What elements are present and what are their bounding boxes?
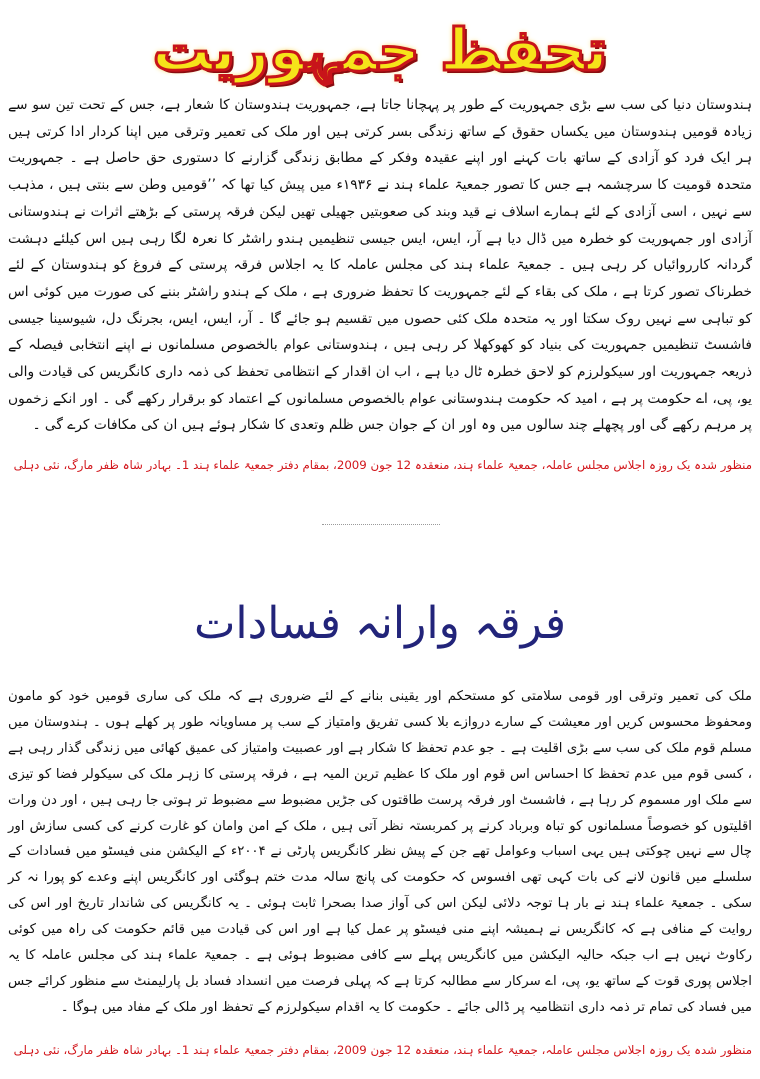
section-divider	[322, 524, 440, 525]
section1-source: منظور شدہ یک روزہ اجلاس مجلس عاملہ، جمعیۃ علماء ہند، منعقدہ 12 جون 2009، بمقام دفتر جمعیۃ علماء ہند 1۔ بہادر شاہ ظفر مارگ، نئی دہلی	[13, 458, 752, 472]
section1-title: تحفظ جمہوریت	[152, 16, 608, 84]
section2-title: فرقہ وارانہ فسادات	[193, 598, 566, 649]
section1-body: ہندوستان دنیا کی سب سے بڑی جمہوریت کے طور پر پہچانا جاتا ہے، جمہوریت ہندوستان کا شعار ہے، جس کے تحت تین سو سے زیادہ قومیں ہندوستان میں یکساں حقوق کے ساتھ زندگی بسر کرتی ہیں اور ملک کی تعمیر وترقی میں اپنا کردار ادا کرتی ہیں ہر ایک فرد کو آزادی کے ساتھ بات کہنے اور اپنے عقیدہ وفکر کے مطابق زندگی گزارنے کا دستوری حق حاصل ہے ۔ جمہوریت متحدہ قومیت کا سرچشمہ ہے جس کا تصور جمعیۃ علماء ہند نے ۱۹۳۶ء میں پیش کیا تھا کہ ’’قومیں وطن سے بنتی ہیں ، مذہب سے نہیں ، اسی آزادی کے لئے ہمارے اسلاف نے قید وبند کی صعوبتیں جھیلی تھیں لیکن فرقہ پرستی کے بڑھتے اثرات نے ہندوستانی آزادی اور جمہوریت کو خطرہ میں ڈال دیا ہے آر، ایس، ایس جیسی تنظیمیں ہندو راشٹر کا نعرہ لگا رہی ہیں اس کیلئے دہشت گردانہ کارروائیاں کر رہی ہیں ۔ جمعیۃ علماء ہند کی مجلس عاملہ کا یہ اجلاس فرقہ پرستی کے فروغ کو ہندوستان کے لئے خطرناک تصور کرتا ہے ، ملک کی بقاء کے لئے جمہوریت کا تحفظ ضروری ہے ، ملک کے ہندو راشٹر بننے کی صورت میں کوئی اس کو تباہی سے نہیں روک سکتا اور یہ متحدہ ملک کئی حصوں میں تقسیم ہو جائے گا ۔ آر، ایس، ایس، بجرنگ دل، شیوسینا جیسی فاشسٹ تنظیمیں جمہوریت کی بنیاد کو کھوکھلا کر رہی ہیں ، ہندوستانی عوام بالخصوص مسلمانوں نے اپنے انتخابی فیصلہ کے ذریعہ جمہوریت اور سیکولرزم کو لاحق خطرہ ٹال دیا ہے ، اب ان اقدار کے انتظامی تحفظ کی ذمہ داری کانگریس کی قیادت والی یو، پی، اے حکومت پر ہے ، امید کہ حکومت ہندوستانی عوام بالخصوص مسلمانوں کے اعتماد کو برقرار رکھے گی ۔ اور انکے زخموں پر مرہم رکھے گی اور پچھلے چند سالوں میں وہ اور ان کے جوان جس ظلم وتعدی کا شکار ہوئے ہیں ان کی مکافات کرے گی ۔	[8, 97, 752, 434]
section2-body: ملک کی تعمیر وترقی اور قومی سلامتی کو مستحکم اور یقینی بنانے کے لئے ضروری ہے کہ ملک کی ساری قومیں خود کو مامون ومحفوظ محسوس کریں اور معیشت کے سارے دروازے بلا کسی تفریق وامتیاز کے سب پر مساویانہ طور پر کھلے ہوں ۔ ہندوستان میں مسلم قوم ملک کی سب سے بڑی اقلیت ہے ۔ جو عدم تحفظ کا شکار ہے اور عصبیت وامتیاز کی عمیق کھائی میں زندگی گذار رہی ہے ، کسی قوم میں عدم تحفظ کا احساس اس قوم اور ملک کا عظیم ترین المیہ ہے ، فرقہ پرستی کا زہر ملک کی سیکولر فضا کو تیزی سے ملک اور مسموم کر رہا ہے ، فاشسٹ اور فرقہ پرست طاقتوں کی جڑیں مضبوط سے مضبوط تر ہوتی جا رہی ہیں ، اور دن ورات اقلیتوں کو خصوصاً مسلمانوں کو تباہ وبرباد کرنے پر کمربستہ نظر آتی ہیں ، ملک کے امن وامان کو غارت کرنے کی کسی سازش اور چال سے نہیں چوکتی ہیں یہی اسباب وعوامل تھے جن کے پیش نظر کانگریس پارٹی نے ۲۰۰۴ء کے الیکشن منی فیسٹو میں فسادات کے سلسلے میں قانون لانے کی بات کہی تھی افسوس کہ حکومت کی پانچ سالہ مدت ختم ہوگئی اور کانگریس اپنے وعدے کو پورا نہ کر سکی ۔ جمعیۃ علماء ہند نے بار ہا توجہ دلائی لیکن اس کی آواز صدا بصحرا ثابت ہوئی ۔ یہ کانگریس کی شاندار تاریخ اور اس کی روایت کے منافی ہے کہ کانگریس نے ہمیشہ اپنے منی فیسٹو پر عمل کیا ہے اور اس کی قیادت میں قائم حکومت کی راہ میں کوئی رکاوٹ نہیں ہے اب جبکہ حالیہ الیکشن میں کانگریس پہلے سے کافی مضبوط ہوئی ہے ۔ جمعیۃ علماء ہند کی مجلس عاملہ کا یہ اجلاس پوری قوت کے ساتھ یو، پی، اے سرکار سے مطالبہ کرتا ہے کہ پہلی فرصت میں انسداد فساد بل پارلیمنٹ سے منظور کرائے جس میں فساد کی تمام تر ذمہ داری انتظامیہ پر ڈالی جائے ۔ حکومت کا یہ اقدام سیکولرزم کے تحفظ اور ملک کے مفاد میں ہوگا ۔	[8, 689, 752, 1015]
section2-source: منظور شدہ یک روزہ اجلاس مجلس عاملہ، جمعیۃ علماء ہند، منعقدہ 12 جون 2009، بمقام دفتر جمعیۃ علماء ہند 1۔ بہادر شاہ ظفر مارگ، نئی دہلی	[13, 1043, 752, 1057]
